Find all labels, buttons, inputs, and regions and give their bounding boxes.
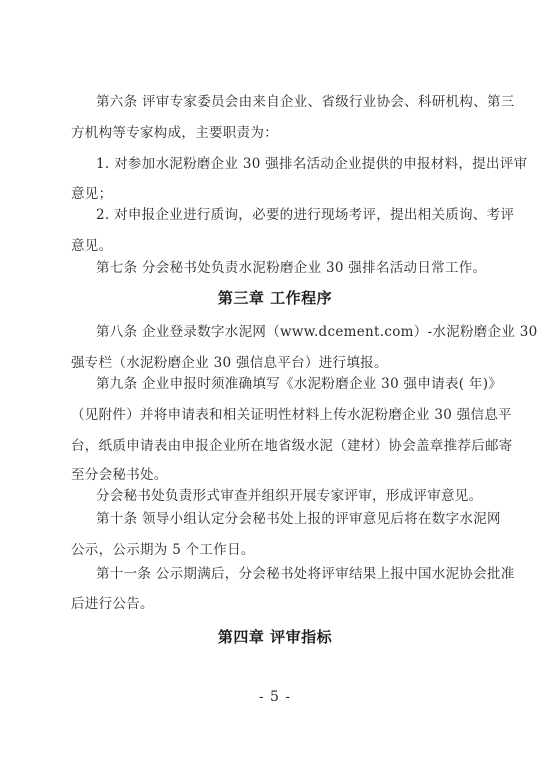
item-2-line-2: 意见。 <box>71 238 113 254</box>
article-9-line-3: 台，纸质申请表由申报企业所在地省级水泥（建材）协会盖章推荐后邮寄 <box>71 438 513 454</box>
article-9-line-4: 至分会秘书处。 <box>71 467 168 483</box>
article-6-line-2: 方机构等专家构成，主要职责为： <box>71 125 278 141</box>
article-10-line-1: 第十条 领导小组认定分会秘书处上报的评审意见后将在数字水泥网 <box>96 511 501 527</box>
page-number: - 5 - <box>258 689 292 705</box>
article-11-line-2: 后进行公告。 <box>71 596 154 612</box>
secretariat-review-line: 分会秘书处负责形式审查并组织开展专家评审，形成评审意见。 <box>96 488 483 504</box>
chapter-3-heading: 第三章 工作程序 <box>217 289 333 307</box>
article-8-line-2: 强专栏（水泥粉磨企业 30 强信息平台）进行填报。 <box>71 355 388 371</box>
article-7-line-1: 第七条 分会秘书处负责水泥粉磨企业 30 强排名活动日常工作。 <box>96 260 487 276</box>
article-6-line-1: 第六条 评审专家委员会由来自企业、省级行业协会、科研机构、第三 <box>96 94 515 110</box>
item-2-line-1: 2. 对申报企业进行质询，必要的进行现场考评，提出相关质询、考评 <box>96 207 515 223</box>
article-10-line-2: 公示，公示期为 5 个工作日。 <box>71 542 255 558</box>
article-9-line-1: 第九条 企业申报时须准确填写《水泥粉磨企业 30 强申请表( 年)》 <box>96 376 503 392</box>
article-8-line-1: 第八条 企业登录数字水泥网（www.dcement.com）-水泥粉磨企业 30 <box>96 324 538 340</box>
article-11-line-1: 第十一条 公示期满后，分会秘书处将评审结果上报中国水泥协会批准 <box>96 566 515 582</box>
chapter-4-heading: 第四章 评审指标 <box>217 628 333 646</box>
item-1-line-2: 意见； <box>71 186 113 202</box>
article-9-line-2: （见附件）并将申请表和相关证明性材料上传水泥粉磨企业 30 强信息平 <box>71 407 512 423</box>
item-1-line-1: 1. 对参加水泥粉磨企业 30 强排名活动企业提供的申报材料，提出评审 <box>96 156 528 172</box>
